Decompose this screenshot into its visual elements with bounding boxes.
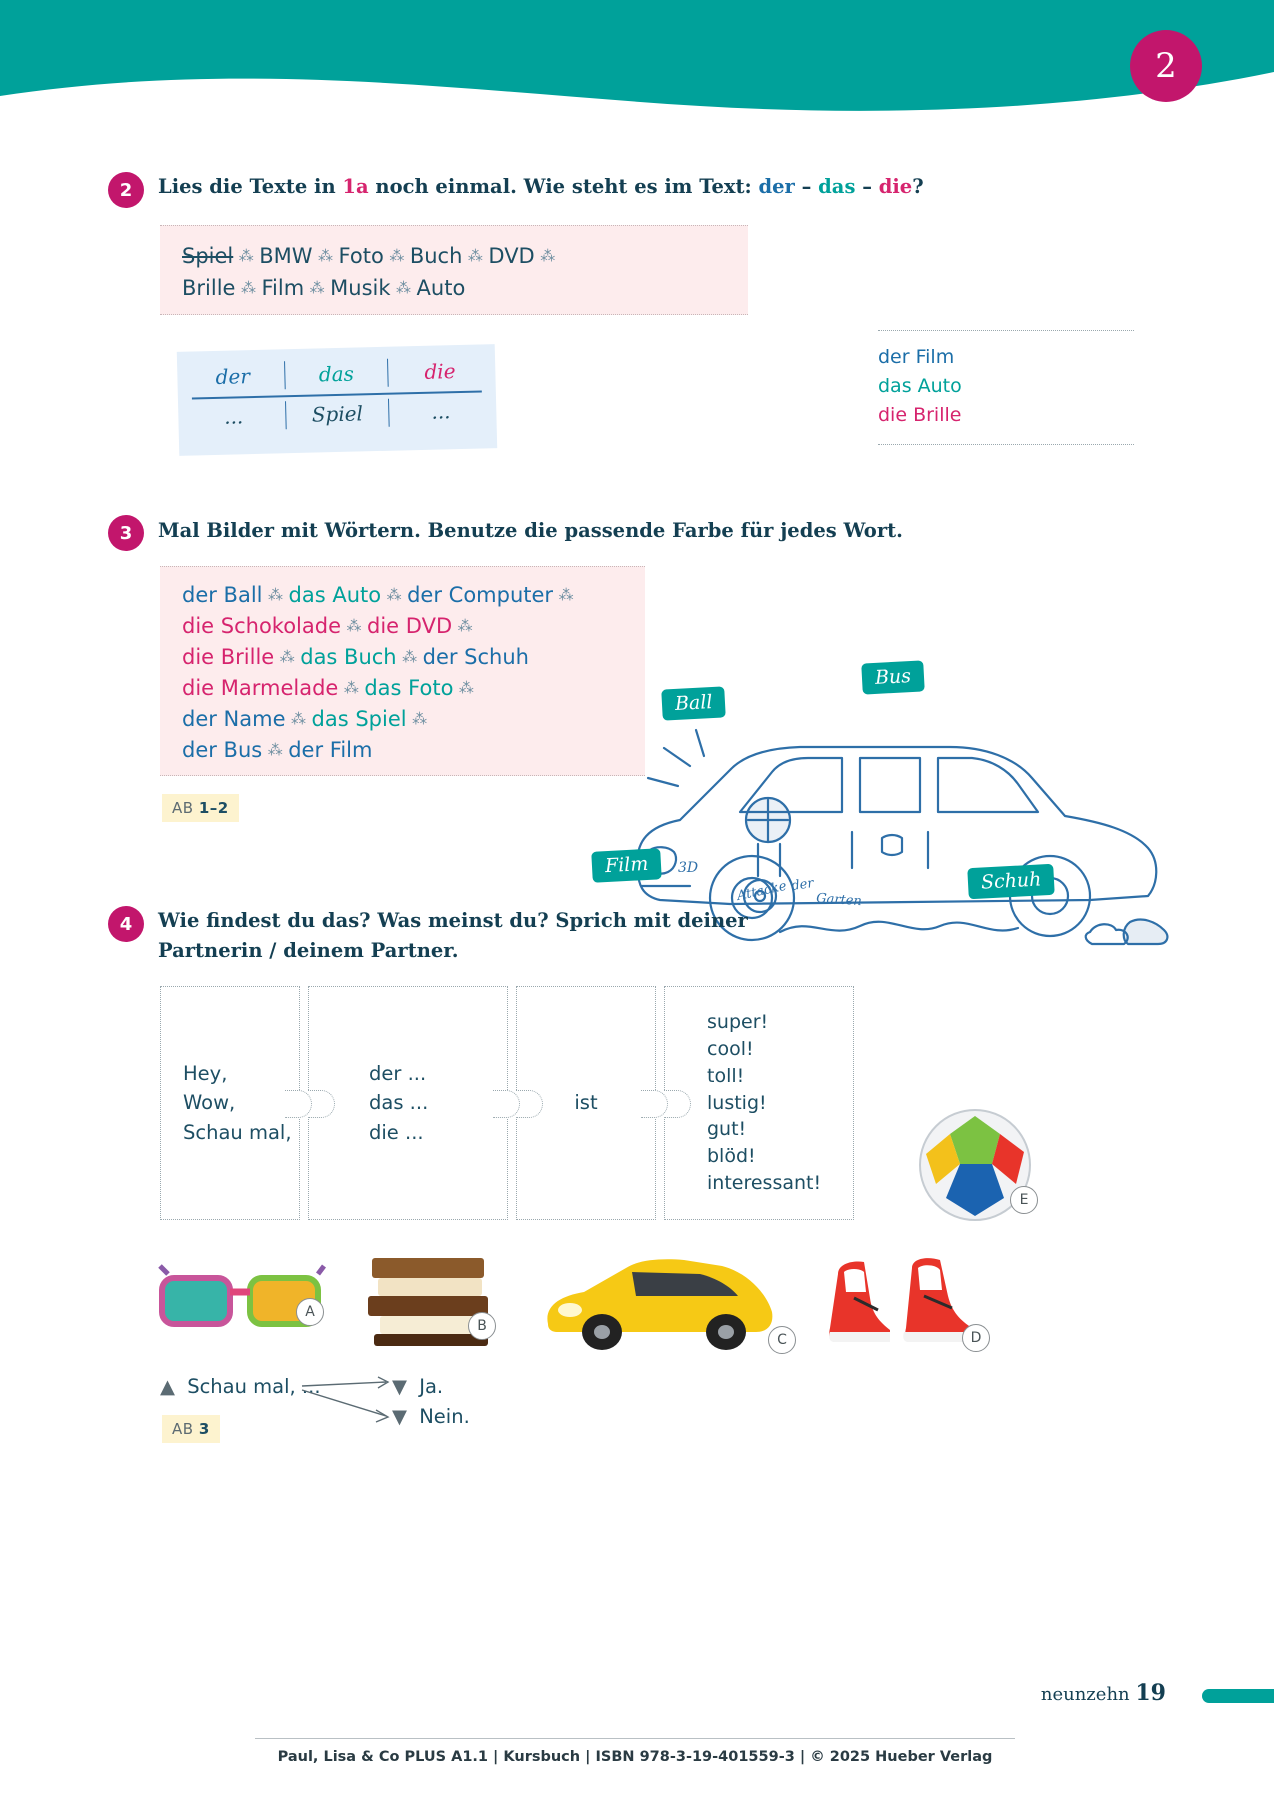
exercise-number-3 — [108, 515, 144, 551]
tag-film: Film — [591, 848, 662, 883]
word-separator-icon: ⁂ — [467, 247, 483, 265]
speaker-a-icon: ▲ — [160, 1375, 175, 1398]
puzzle-knob-icon — [493, 1090, 520, 1118]
word-separator-icon: ⁂ — [540, 247, 556, 265]
puzzle-notch-icon — [664, 1090, 691, 1118]
imprint-line: Paul, Lisa & Co PLUS A1.1 | Kursbuch | ISBN 978-3-19-401559-3 | © 2025 Hueber Verlag — [255, 1738, 1015, 1765]
adj-super: super! — [707, 1010, 769, 1033]
ex2-word-die: die — [878, 175, 913, 198]
adj-lustig: lustig! — [707, 1091, 767, 1114]
word-separator-icon: ⁂ — [346, 617, 362, 635]
ex3-word-das-spiel[interactable]: das Spiel — [311, 707, 407, 731]
puzzle-piece-verb[interactable] — [516, 986, 656, 1220]
word-separator-icon: ⁂ — [386, 586, 402, 604]
word-separator-icon: ⁂ — [240, 279, 256, 297]
ex2-word-bmw[interactable]: BMW — [259, 244, 313, 268]
ex3-word-row-3 — [182, 645, 645, 669]
dialog-model — [160, 1375, 321, 1398]
exercise-2-instruction — [158, 172, 1038, 202]
photo-label-a — [296, 1298, 324, 1326]
photo-label-a-text: A — [305, 1304, 315, 1320]
ex2-word-row-1 — [182, 244, 748, 268]
ex3-word-row-1 — [182, 583, 645, 607]
ex2-word-auto[interactable]: Auto — [416, 276, 466, 300]
exercise-3-word-box — [160, 566, 645, 776]
ex2-ref-1a: 1a — [342, 175, 369, 198]
photo-label-c-text: C — [777, 1332, 787, 1348]
dialog-answer-nein: Nein. — [419, 1405, 470, 1428]
word-separator-icon: ⁂ — [267, 741, 283, 759]
page-number: 19 — [1135, 1680, 1166, 1706]
ex3-word-das-foto[interactable]: das Foto — [364, 676, 454, 700]
article-das: das ... — [369, 1091, 429, 1115]
ex3-word-row-5 — [182, 707, 645, 731]
ex3-word-die-brille[interactable]: die Brille — [182, 645, 275, 669]
exercise-4-instruction — [158, 906, 858, 966]
ex3-word-das-auto[interactable]: das Auto — [288, 583, 382, 607]
ex2-cell-der[interactable]: ... — [223, 403, 244, 429]
ex3-word-der-schuh[interactable]: der Schuh — [422, 645, 529, 669]
speaker-b-icon: ▼ — [392, 1405, 407, 1428]
photo-label-d-text: D — [970, 1330, 982, 1346]
word-separator-icon: ⁂ — [558, 586, 574, 604]
svg-text:Garten: Garten — [815, 891, 863, 910]
speaker-b-icon: ▼ — [392, 1375, 407, 1398]
opener-hey: Hey, — [183, 1061, 228, 1085]
ab-value: 3 — [198, 1420, 210, 1438]
puzzle-notch-icon — [516, 1090, 543, 1118]
ex4-title-line-1: Wie findest du das? Was meinst du? Sprich mit deiner — [158, 909, 748, 932]
opener-wow: Wow, — [183, 1091, 236, 1115]
solution-der-film: der Film — [878, 346, 955, 368]
puzzle-knob-icon — [641, 1090, 668, 1118]
exercise-2-answer-table[interactable] — [177, 344, 497, 456]
adj-interessant: interessant! — [707, 1172, 822, 1195]
chapter-number-badge — [1130, 30, 1202, 102]
ex2-text-b: noch einmal. Wie steht es im Text: — [368, 175, 759, 198]
opener-schau-mal: Schau mal, — [183, 1120, 292, 1144]
ex2-cell-die[interactable]: ... — [431, 398, 451, 424]
page-header-banner — [0, 0, 1274, 130]
ex2-text-a: Lies die Texte in — [158, 175, 343, 198]
tag-ball: Ball — [661, 686, 726, 720]
ex2-col-die: die — [424, 359, 456, 384]
ab-label: AB — [172, 799, 194, 817]
tag-schuh: Schuh — [967, 864, 1055, 899]
ex3-word-der-name[interactable]: der Name — [182, 707, 286, 731]
word-separator-icon: ⁂ — [396, 279, 412, 297]
word-separator-icon: ⁂ — [309, 279, 325, 297]
word-separator-icon: ⁂ — [291, 710, 307, 728]
ex2-word-foto[interactable]: Foto — [338, 244, 384, 268]
ex2-cell-das[interactable]: Spiel — [311, 400, 364, 427]
ex3-word-der-ball[interactable]: der Ball — [182, 583, 263, 607]
ex2-word-das: das — [818, 175, 856, 198]
svg-text:3D: 3D — [678, 860, 699, 876]
svg-text:der: der — [790, 876, 815, 894]
verb-ist: ist — [574, 1091, 598, 1115]
puzzle-piece-openers[interactable] — [160, 986, 300, 1220]
puzzle-piece-articles[interactable] — [308, 986, 508, 1220]
page-number-footer — [1041, 1680, 1166, 1706]
exercise-2-number-text: 2 — [119, 179, 133, 201]
exercise-4-puzzle-strip — [160, 986, 854, 1220]
exercise-number-2 — [108, 172, 144, 208]
ex3-word-der-bus[interactable]: der Bus — [182, 738, 263, 762]
ex2-text-c: ? — [912, 175, 924, 198]
dialog-answer-yes — [392, 1375, 443, 1398]
ex2-word-buch[interactable]: Buch — [409, 244, 463, 268]
ab-label: AB — [172, 1420, 194, 1438]
photo-label-c — [768, 1326, 796, 1354]
tag-bus: Bus — [861, 660, 924, 694]
ex2-word-row-2 — [182, 276, 748, 300]
solution-das-auto: das Auto — [878, 374, 962, 397]
ab-tag-exercise-3 — [162, 794, 239, 822]
puzzle-knob-icon — [285, 1090, 312, 1118]
ex2-word-dvd[interactable]: DVD — [488, 244, 535, 268]
exercise-3-number-text: 3 — [119, 522, 133, 544]
word-separator-icon: ⁂ — [268, 586, 284, 604]
ex4-title-line-2: Partnerin / deinem Partner. — [158, 939, 459, 963]
photo-sneakers — [824, 1248, 984, 1356]
ex2-word-brille[interactable]: Brille — [182, 276, 236, 300]
photo-car — [540, 1252, 780, 1352]
puzzle-notch-icon — [308, 1090, 335, 1118]
dialog-prompt: Schau mal, ... — [187, 1375, 321, 1398]
adj-bloed: blöd! — [707, 1145, 756, 1168]
ex3-word-der-computer[interactable]: der Computer — [407, 583, 554, 607]
ex2-word-musik[interactable]: Musik — [330, 276, 391, 300]
exercise-4-number-text: 4 — [119, 913, 133, 935]
word-separator-icon: ⁂ — [279, 648, 295, 666]
page-word: neunzehn — [1040, 1684, 1130, 1705]
word-separator-icon: ⁂ — [458, 679, 474, 697]
svg-text:Attacke: Attacke — [735, 878, 788, 904]
chapter-number: 2 — [1155, 46, 1177, 86]
ex3-word-das-buch[interactable]: das Buch — [300, 645, 397, 669]
ex3-word-die-dvd[interactable]: die DVD — [367, 614, 453, 638]
solution-die-brille: die Brille — [878, 403, 962, 426]
exercise-2-solution-box — [878, 330, 1134, 445]
ex2-word-der: der — [758, 175, 795, 198]
ex3-word-row-2 — [182, 614, 645, 638]
ex3-word-row-6 — [182, 738, 645, 762]
article-die: die ... — [369, 1120, 424, 1144]
article-der: der ... — [369, 1061, 427, 1085]
ex2-word-spiel[interactable]: Spiel — [182, 244, 234, 268]
ex2-table-body-row — [182, 392, 493, 436]
ex2-col-der: der — [215, 364, 251, 389]
exercise-3-instruction: Mal Bilder mit Wörtern. Benutze die passende Farbe für jedes Wort. — [158, 519, 903, 542]
ex2-col-das: das — [318, 361, 355, 387]
ex2-dash-1: – — [794, 175, 819, 198]
ex3-word-row-4 — [182, 676, 645, 700]
word-separator-icon: ⁂ — [318, 247, 334, 265]
photo-label-e — [1010, 1186, 1038, 1214]
ex3-word-der-film[interactable]: der Film — [288, 738, 373, 762]
ex2-word-film[interactable]: Film — [261, 276, 305, 300]
ex3-word-die-marmelade[interactable]: die Marmelade — [182, 676, 339, 700]
ab-value: 1–2 — [198, 799, 229, 817]
word-separator-icon: ⁂ — [457, 617, 473, 635]
word-separator-icon: ⁂ — [412, 710, 428, 728]
adj-toll: toll! — [707, 1064, 745, 1087]
dialog-answer-ja: Ja. — [419, 1375, 444, 1398]
puzzle-piece-adjectives[interactable] — [664, 986, 854, 1220]
adj-cool: cool! — [707, 1037, 754, 1060]
word-separator-icon: ⁂ — [238, 247, 254, 265]
ex2-dash-2: – — [855, 175, 879, 198]
ex2-table-header-row — [181, 352, 492, 396]
photo-label-d — [962, 1324, 990, 1352]
word-separator-icon: ⁂ — [343, 679, 359, 697]
adj-gut: gut! — [707, 1118, 747, 1141]
word-separator-icon: ⁂ — [402, 648, 418, 666]
ab-tag-exercise-4 — [162, 1415, 220, 1443]
word-separator-icon: ⁂ — [389, 247, 405, 265]
photo-label-b — [468, 1312, 496, 1340]
photo-label-b-text: B — [477, 1318, 487, 1334]
photo-label-e-text: E — [1019, 1192, 1029, 1208]
footer-accent-bar — [1202, 1689, 1274, 1703]
exercise-2-word-box — [160, 225, 748, 315]
exercise-number-4 — [108, 906, 144, 942]
ex3-word-die-schokolade[interactable]: die Schokolade — [182, 614, 342, 638]
puzzle-openers-text — [161, 1059, 292, 1148]
dialog-answer-no — [392, 1405, 470, 1428]
